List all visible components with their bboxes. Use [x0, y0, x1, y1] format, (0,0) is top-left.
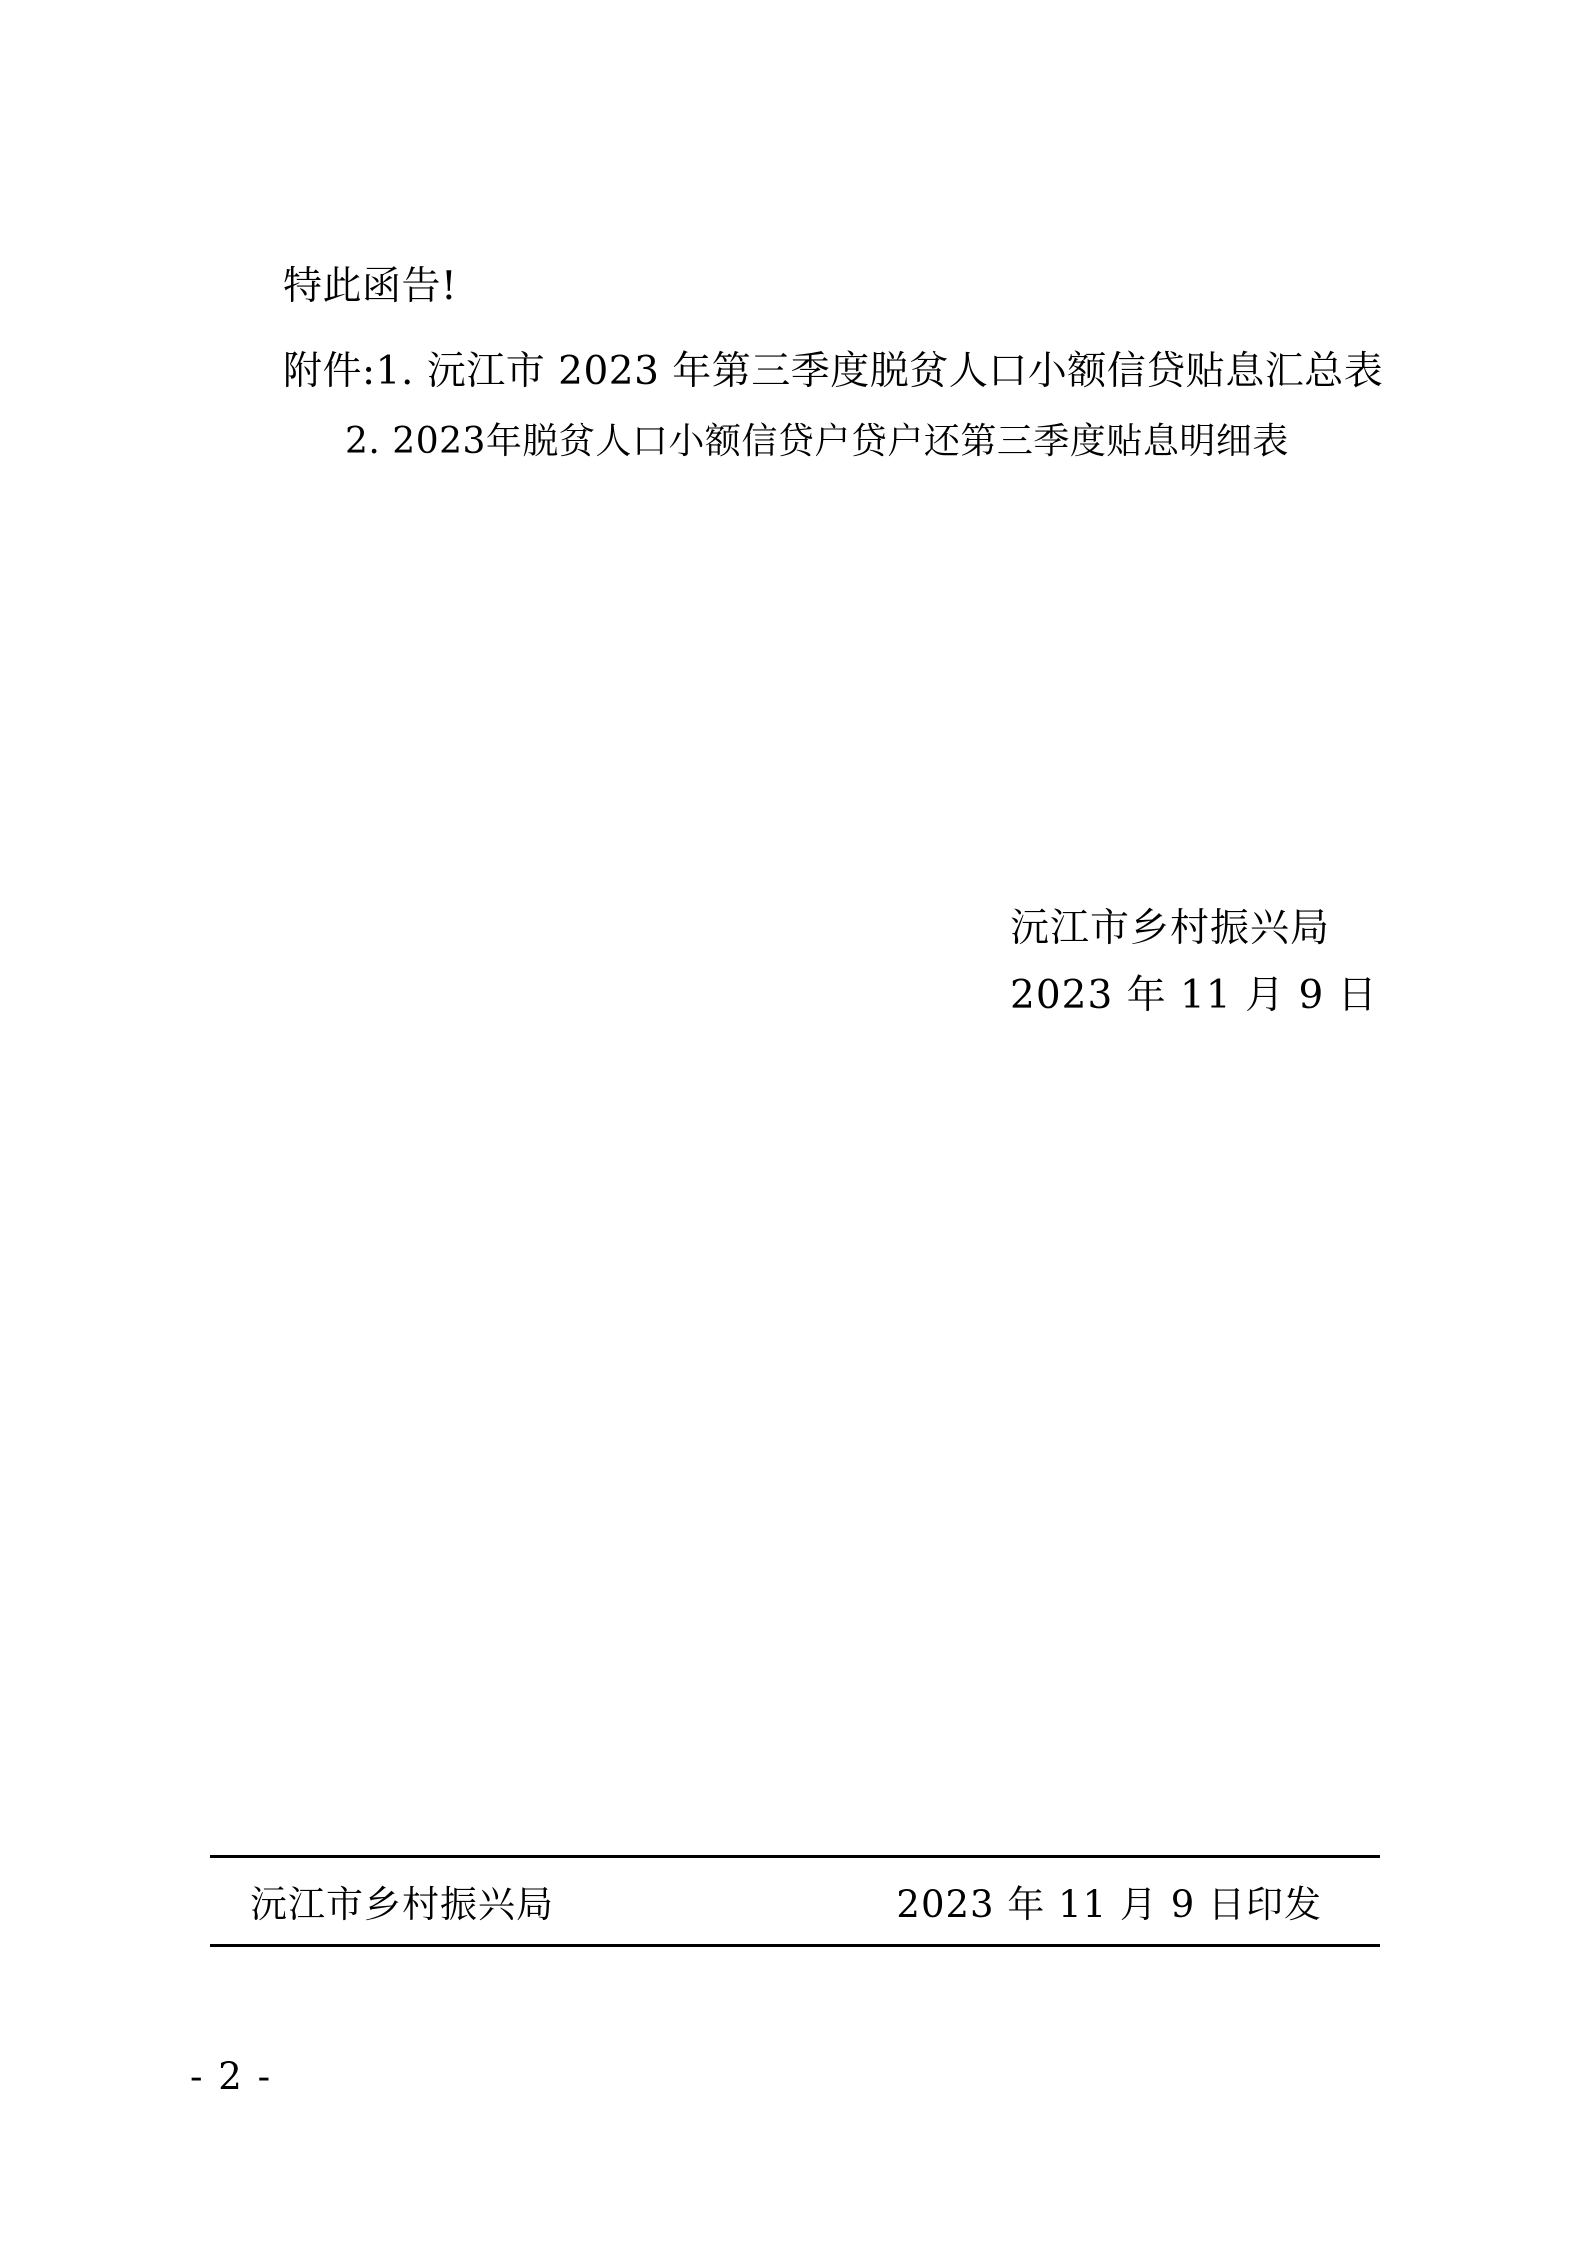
page-footer — [210, 1855, 1380, 1947]
signature-block — [1010, 895, 1530, 1029]
document-body — [210, 255, 1390, 1019]
signature-date: 2023 年 11 月 9 日 — [1010, 973, 1378, 1019]
attachments-label: 附件: — [283, 349, 376, 395]
page-number: - 2 - — [190, 2055, 273, 2098]
footer-issuer: 沅江市乡村振兴局 — [250, 1883, 554, 1926]
footer-row — [210, 1858, 1380, 1944]
signature-issuer: 沅江市乡村振兴局 — [1010, 906, 1331, 951]
attachment-item-2: 2. 2023年脱贫人口小额信贷户贷户还第三季度贴息明细表 — [345, 421, 1289, 463]
footer-bottom-rule — [210, 1944, 1380, 1947]
attachment-line-1 — [283, 340, 1390, 403]
closing-line: 特此函告! — [283, 264, 458, 309]
footer-print-date: 2023 年 11 月 9 日印发 — [896, 1883, 1322, 1926]
attachment-item-1: 1. 沅江市 2023 年第三季度脱贫人口小额信贷贴息汇总表 — [375, 349, 1384, 395]
